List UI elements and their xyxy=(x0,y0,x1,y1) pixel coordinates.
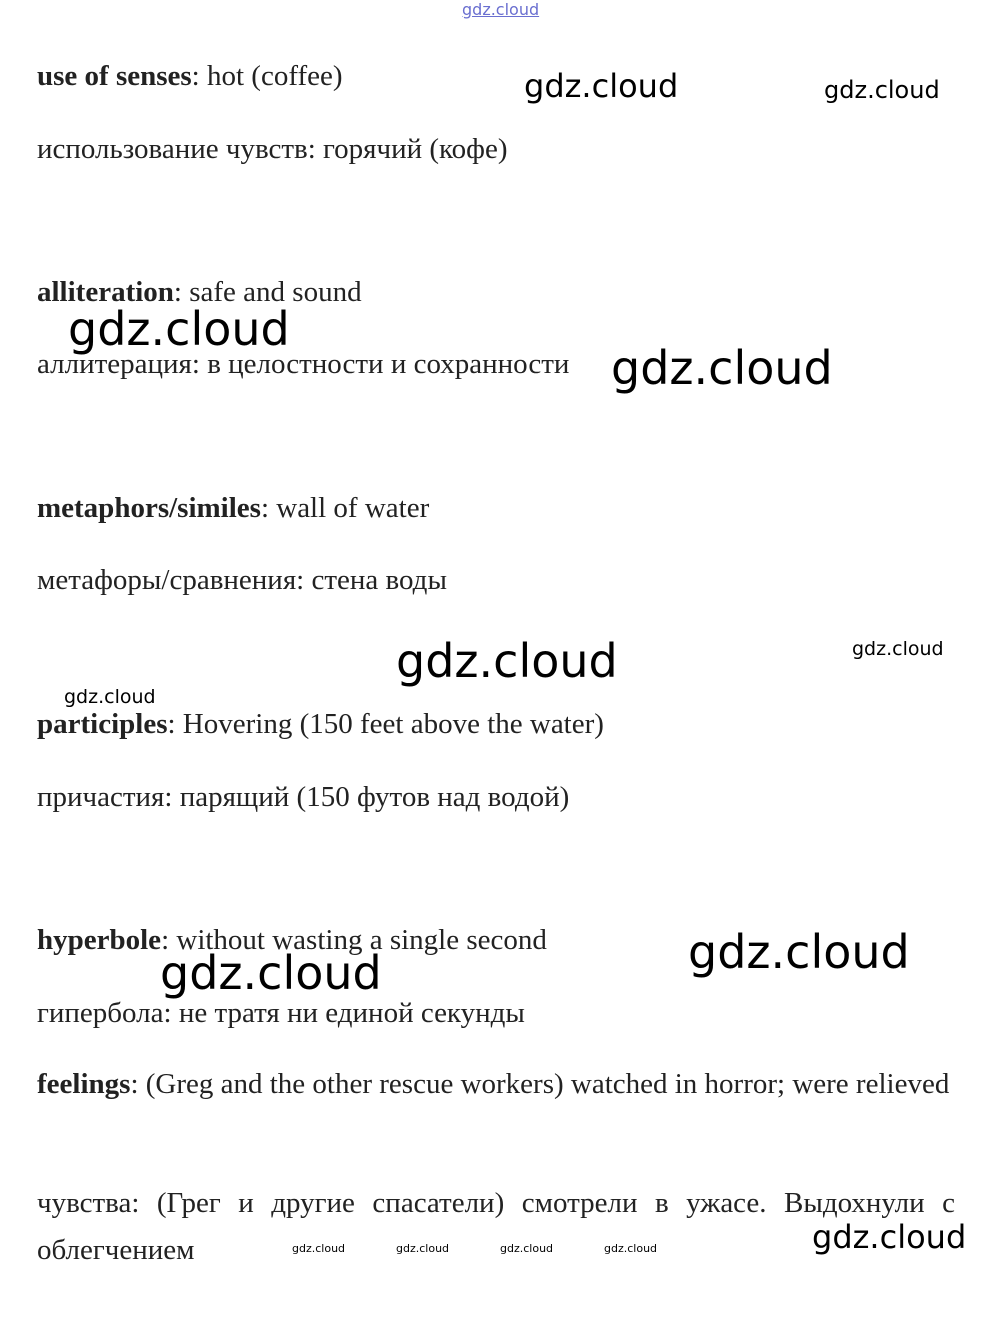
entry-translation: причастия: парящий (150 футов над водой) xyxy=(37,781,570,813)
watermark-text: gdz.cloud xyxy=(688,925,910,979)
entry-translation: гипербола: не тратя ни единой секунды xyxy=(37,997,525,1029)
entry-example: : (Greg and the other rescue workers) watched in horror; were relieved xyxy=(130,1068,950,1100)
entry-term-line xyxy=(37,58,343,94)
entry-translation: использование чувств: горячий (кофе) xyxy=(37,133,508,165)
watermark-text: gdz.cloud xyxy=(396,1242,450,1255)
entry-example: : Hovering (150 feet above the water) xyxy=(167,708,604,740)
entry-translation: метафоры/сравнения: стена воды xyxy=(37,564,447,596)
watermark-text: gdz.cloud xyxy=(68,302,290,356)
entry-term: alliteration xyxy=(37,276,174,308)
entry-term: use of senses xyxy=(37,60,192,92)
entry-translation: аллитерация: в целостности и сохранности xyxy=(37,348,570,380)
watermark-text: gdz.cloud xyxy=(500,1242,554,1255)
watermark-text: gdz.cloud xyxy=(396,634,618,688)
entry-term: participles xyxy=(37,708,168,740)
watermark-text: gdz.cloud xyxy=(812,1218,967,1256)
watermark-text: gdz.cloud xyxy=(611,341,833,395)
entry-term: feelings xyxy=(37,1068,131,1100)
entry-translation: чувства: (Грег и другие спасатели) смотрели в ужасе. Выдохнули с облегчением xyxy=(37,1187,955,1266)
entry-term-line xyxy=(37,1061,955,1108)
watermark-text: gdz.cloud xyxy=(524,67,679,105)
entry-term: hyperbole xyxy=(37,924,162,956)
watermark-text: gdz.cloud xyxy=(160,946,382,1000)
watermark-text: gdz.cloud xyxy=(852,638,944,660)
entry-example: : hot (coffee) xyxy=(191,60,343,92)
watermark-text: gdz.cloud xyxy=(64,686,156,708)
entry-example: : without wasting a single second xyxy=(161,924,547,956)
entry-example: : safe and sound xyxy=(173,276,362,308)
watermark-text: gdz.cloud xyxy=(824,76,940,104)
entry-term: metaphors/similes xyxy=(37,492,261,524)
watermark-text: gdz.cloud xyxy=(604,1242,658,1255)
watermark-text: gdz.cloud xyxy=(292,1242,346,1255)
entry-term-line xyxy=(37,490,429,526)
watermark-text: gdz.cloud xyxy=(462,0,540,19)
entry-term-line xyxy=(37,706,604,742)
entry-example: : wall of water xyxy=(260,492,430,524)
